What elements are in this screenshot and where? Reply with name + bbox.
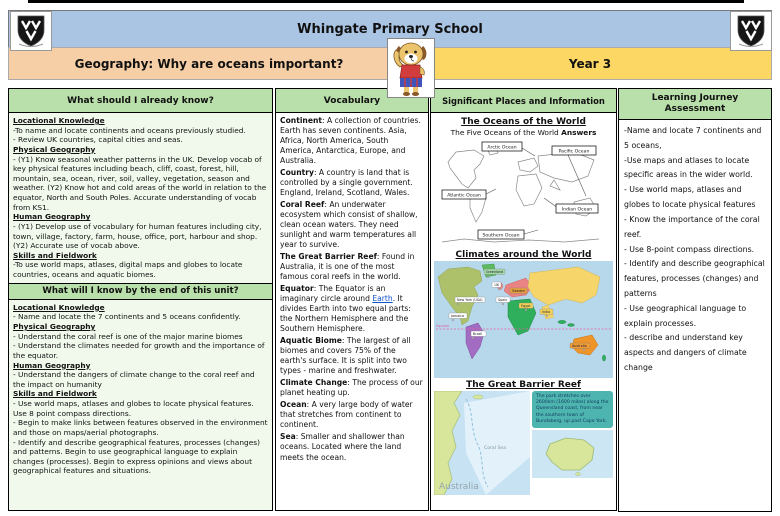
climates-world-map	[434, 261, 613, 378]
vocab-entry	[280, 252, 424, 282]
oceans-map-title: The Oceans of the World	[461, 117, 586, 127]
svg-text:Southern Ocean: Southern Ocean	[482, 233, 520, 239]
svg-text:Spain: Spain	[498, 298, 508, 302]
southern-ocean-label	[478, 230, 524, 239]
vocab-term: Ocean	[280, 400, 307, 410]
section-physical-geography: Physical Geography - (Y1) Know seasonal weather patterns in the UK. Develop vocab of key physical features including beach, cliff, coast, forest, hill, mountain, sea, ocean, river, soil, valley, vegetation, season and weather. (Y2) Know hot and cold areas of the world in relation to the equator, North and South Poles. Accurate understanding of vocab from KS1.	[13, 144, 267, 212]
column-significant-places	[430, 88, 617, 511]
vocab-entry	[280, 432, 424, 462]
mid-section-header: What will I know by the end of this unit?	[9, 283, 272, 300]
vocab-term: Aquatic Biome	[280, 336, 342, 346]
gbr-map-title: The Great Barrier Reef	[466, 380, 581, 390]
text-line: - Name and locate the 7 continents and 5 oceans confidently.	[13, 312, 241, 322]
earth-link[interactable]: Earth	[372, 294, 393, 304]
column-vocabulary-body	[275, 112, 429, 511]
vocab-term: Continent	[280, 116, 323, 125]
journey-item: -Name and locate 7 continents and 5 oceans,	[624, 126, 762, 150]
vocab-definition: . It divides Earth into two equal parts: the Northern Hemisphere and the Southern Hemisphere.	[280, 294, 411, 334]
vocab-term: Equator	[280, 284, 314, 294]
svg-text:Sweden: Sweden	[512, 289, 526, 293]
oceans-map-subtitle: The Five Oceans of the World Answers	[450, 128, 597, 137]
section-physical-geography-end: Physical Geography - Understand the coral reef is one of the major marine biomes - Understand the climates needed for growth and the importance of the equator.	[13, 322, 268, 361]
vocab-entry	[280, 336, 424, 376]
vocab-definition: : A country is land that is controlled by a single government. England, Ireland, Scotland, Wales.	[280, 168, 413, 198]
gbr-coast-map	[434, 391, 530, 495]
vocab-entry	[280, 378, 424, 398]
australia-label-large: Australia	[439, 482, 479, 492]
school-crest-right	[730, 11, 772, 51]
year-banner	[408, 47, 772, 80]
journey-item: - Use geographical language to explain processes.	[624, 303, 747, 328]
year-label: Year 3	[568, 56, 612, 71]
crest-icon	[15, 14, 47, 48]
svg-text:Egypt: Egypt	[521, 304, 531, 308]
journey-item: -Use maps and atlases to locate specific areas in the wider world.	[624, 155, 753, 180]
column-learning-journey	[618, 88, 772, 512]
vocab-entry	[280, 400, 424, 430]
vocab-term: Climate Change	[280, 378, 348, 388]
svg-text:Indian Ocean: Indian Ocean	[561, 207, 593, 213]
top-border-line	[28, 0, 744, 3]
column-vocabulary	[275, 88, 429, 511]
text-line: - (Y1) Know seasonal weather patterns in the UK. Develop vocab of key physical features including beach, cliff, coast, forest, hill, mountain, sea, ocean, river, soil, valley, vegetation, season and weather. (Y2) Know hot and cold areas of the world in relation to the equator, North and South Poles. Accurate understanding of vocab from KS1.	[13, 154, 267, 212]
section-skills-fieldwork-end: Skills and Fieldwork - Use world maps, atlases and globes to locate physical features. Use 8 point compass directions. - Begin to make links between features observed in the environment and those on maps/aerial photographs. - Identify and describe geographical features, processes (changes) and patterns. Begin to use geographical language to explain changes (processes). Begin to express opinions and views about geographical features and situations.	[13, 389, 268, 476]
text-line: - Begin to make links between features observed in the environment and those on maps/aerial photographs.	[13, 418, 268, 437]
vocab-definition: : Smaller and shallower than oceans. Located where the land meets the ocean.	[280, 432, 405, 462]
svg-text:Jamaica: Jamaica	[451, 314, 464, 318]
svg-text:Atlantic Ocean: Atlantic Ocean	[447, 193, 481, 199]
svg-text:Arctic Ocean: Arctic Ocean	[487, 145, 517, 151]
vocab-definition: : Found in Australia, it is one of the most famous coral reefs in the world.	[280, 252, 415, 282]
vocab-definition: : An underwater ecosystem which consist of shallow, clean ocean waters. They need sunlight and warm temperatures all year to survive.	[280, 200, 418, 250]
vocab-term: Country	[280, 168, 314, 178]
coral-sea-label: Coral Sea	[484, 446, 507, 451]
indian-ocean-label	[556, 204, 598, 213]
arctic-ocean-label	[482, 142, 522, 151]
vocab-entry	[280, 116, 424, 166]
section-locational-knowledge: Locational Knowledge -To name and locate continents and oceans previously studied. - Review UK countries, capital cities and seas.	[13, 116, 268, 145]
column-learning-journey-header: Learning Journey Assessment	[618, 88, 772, 120]
climates-map-title: Climates around the World	[455, 250, 592, 260]
text-line: - (Y1) Develop use of vocabulary for human features including city, town, village, factory, farm, house, office, port, harbour and shop. (Y2) Accurate use of vocab above.	[13, 221, 262, 251]
text-line: - Review UK countries, capital cities and seas.	[13, 135, 183, 145]
section-human-geography: Human Geography - (Y1) Develop use of vocabulary for human features including city, town, village, factory, farm, house, office, port, harbour and shop. (Y2) Accurate use of vocab above.	[13, 212, 268, 251]
gbr-map-block	[434, 391, 613, 495]
vocab-definition: : The process of our planet heating up.	[280, 378, 423, 398]
pacific-ocean-label	[552, 146, 596, 155]
text-line: - Understand the coral reef is one of the major marine biomes	[13, 331, 243, 341]
section-human-geography-end: Human Geography - Understand the dangers of climate change to the coral reef and the impact on humanity	[13, 361, 268, 390]
svg-text:India: India	[542, 310, 551, 314]
unit-title: Geography: Why are oceans important?	[74, 56, 344, 71]
svg-text:Brazil: Brazil	[473, 332, 483, 336]
crest-icon	[735, 14, 767, 48]
svg-text:Greenland: Greenland	[486, 270, 504, 274]
vocab-term: Coral Reef	[280, 200, 325, 210]
column-learning-journey-body	[618, 119, 772, 512]
vocab-term: Sea	[280, 432, 296, 442]
svg-text:UK: UK	[494, 283, 500, 287]
dog-mascot	[387, 38, 435, 98]
text-line: - Understand the climates needed for growth and the importance of the equator.	[13, 341, 265, 360]
dog-mascot-icon	[390, 41, 432, 96]
vocab-term: The Great Barrier Reef	[280, 252, 377, 262]
vocab-definition: : The largest of all biomes and covers 75% of the earth's surface. It is split into two types - marine and freshwater.	[280, 336, 411, 376]
text-line: -To name and locate continents and oceans previously studied.	[13, 125, 246, 135]
unit-title-banner	[8, 47, 410, 80]
school-crest-left	[10, 11, 52, 51]
svg-text:New York (USA): New York (USA)	[457, 298, 483, 302]
vocab-entry-equator	[280, 284, 424, 334]
column-significant-places-header: Significant Places and Information	[430, 88, 617, 113]
journey-item: - Know the importance of the coral reef.	[624, 214, 760, 239]
column-significant-places-body	[430, 112, 617, 511]
column-already-know-body	[8, 112, 273, 511]
vocab-entry	[280, 200, 424, 250]
text-line: -To use world maps, atlases, digital maps and globes to locate countries, oceans and aquatic biomes.	[13, 260, 243, 279]
text-line: - Understand the dangers of climate change to the coral reef and the impact on humanity	[13, 370, 255, 389]
vocab-definition: : The Equator is an imaginary circle around	[280, 284, 386, 304]
equator-label: Equator	[436, 324, 450, 328]
school-name: Whingate Primary School	[297, 21, 483, 37]
vocab-entry	[280, 168, 424, 198]
vocab-definition: : A collection of countries. Earth has seven continents. Asia, Africa, North America, South America, Antarctica, Europe, and Australia.	[280, 116, 421, 166]
vocab-definition: : A very large body of water that stretches from continent to continent.	[280, 400, 413, 430]
oceans-world-map	[434, 138, 613, 248]
journey-item: - describe and understand key aspects and dangers of climate change	[624, 333, 747, 372]
column-already-know-header: What should I already know?	[8, 88, 273, 113]
journey-item: - Use 8-point compass directions.	[624, 244, 755, 254]
column-already-know	[8, 88, 273, 511]
section-locational-knowledge-end: Locational Knowledge - Name and locate the 7 continents and 5 oceans confidently.	[13, 303, 268, 322]
journey-item: - Use world maps, atlases and globes to locate physical features	[624, 185, 756, 210]
svg-text:Pacific Ocean: Pacific Ocean	[558, 149, 590, 155]
atlantic-ocean-label	[442, 190, 486, 199]
text-line: - Identify and describe geographical features, processes (changes) and patterns. Begin to use geographical language to explain changes (processes). Begin to express opinions and views about geographical features and situations.	[13, 437, 260, 476]
section-skills-fieldwork: Skills and Fieldwork -To use world maps, atlases, digital maps and globes to locate countries, oceans and aquatic biomes.	[13, 251, 268, 280]
svg-text:Australia: Australia	[572, 344, 587, 348]
text-line: - Use world maps, atlases and globes to locate physical features. Use 8 point compass directions.	[13, 399, 254, 418]
gbr-info-text: The park stretches over 2600km (1600 miles) along the Queensland coast, from near the southern town of Bundaberg, up past Cape York.	[532, 391, 613, 428]
gbr-right-panel	[532, 391, 613, 495]
gbr-inset-australia-map	[532, 430, 613, 478]
sweden-label	[510, 288, 527, 293]
journey-item: - Identify and describe geographical features, processes (changes) and patterns	[624, 259, 765, 298]
column-vocabulary-header: Vocabulary	[275, 88, 429, 113]
